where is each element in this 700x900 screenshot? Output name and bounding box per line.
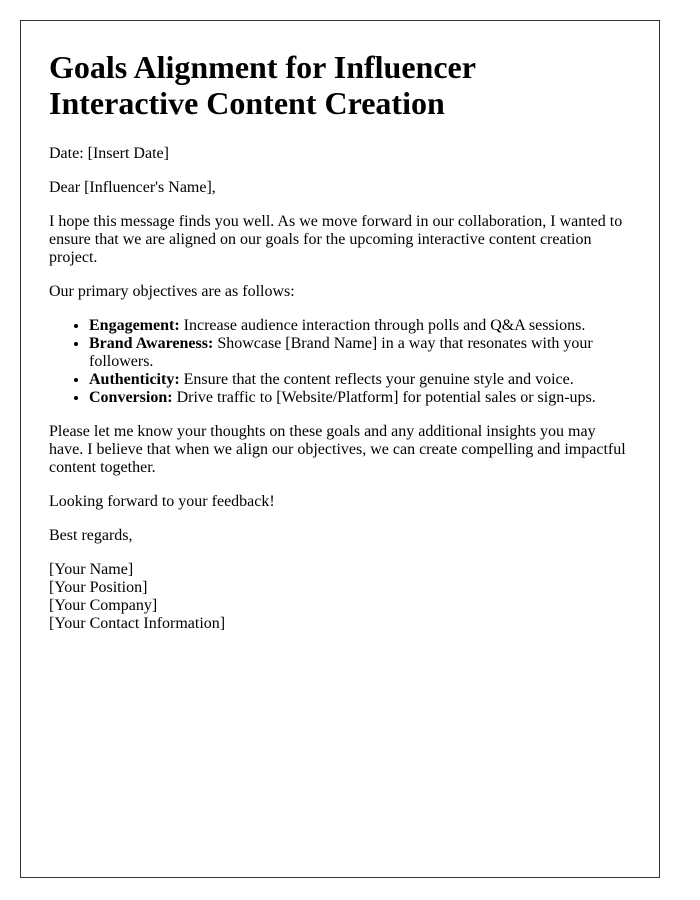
objective-label: Brand Awareness: <box>89 335 214 352</box>
objective-text: Showcase [Brand Name] in a way that resonates with your followers. <box>89 335 593 370</box>
signature-contact: [Your Contact Information] <box>49 615 226 632</box>
intro-paragraph: I hope this message finds you well. As we move forward in our collaboration, I wanted to ensure that we are aligned on our goals for the upcoming interactive content creation project. <box>49 213 623 266</box>
objective-label: Authenticity: <box>89 371 180 388</box>
signature-block <box>49 561 631 633</box>
date-line: Date: [Insert Date] <box>49 145 169 162</box>
objective-authenticity <box>89 371 631 389</box>
signature-company: [Your Company] <box>49 597 158 614</box>
objective-text: Ensure that the content reflects your genuine style and voice. <box>179 371 574 388</box>
objectives-list <box>49 317 631 407</box>
salutation: Dear [Influencer's Name], <box>49 179 216 196</box>
objectives-intro: Our primary objectives are as follows: <box>49 283 295 300</box>
looking-forward: Looking forward to your feedback! <box>49 493 275 510</box>
signature-position: [Your Position] <box>49 579 148 596</box>
objective-brand-awareness <box>89 335 631 371</box>
closing-paragraph: Please let me know your thoughts on these goals and any additional insights you may have. I believe that when we align our objectives, we can create compelling and impactful content together. <box>49 423 626 476</box>
letter-document <box>20 20 660 878</box>
objective-label: Conversion: <box>89 389 173 406</box>
objective-text: Drive traffic to [Website/Platform] for potential sales or sign-ups. <box>172 389 596 406</box>
sign-off: Best regards, <box>49 527 133 544</box>
letter-title: Goals Alignment for Influencer Interactive Content Creation <box>49 49 476 121</box>
objective-engagement <box>89 317 631 335</box>
objective-label: Engagement: <box>89 317 180 334</box>
signature-name: [Your Name] <box>49 561 134 578</box>
objective-conversion <box>89 389 631 407</box>
objective-text: Increase audience interaction through polls and Q&A sessions. <box>179 317 586 334</box>
